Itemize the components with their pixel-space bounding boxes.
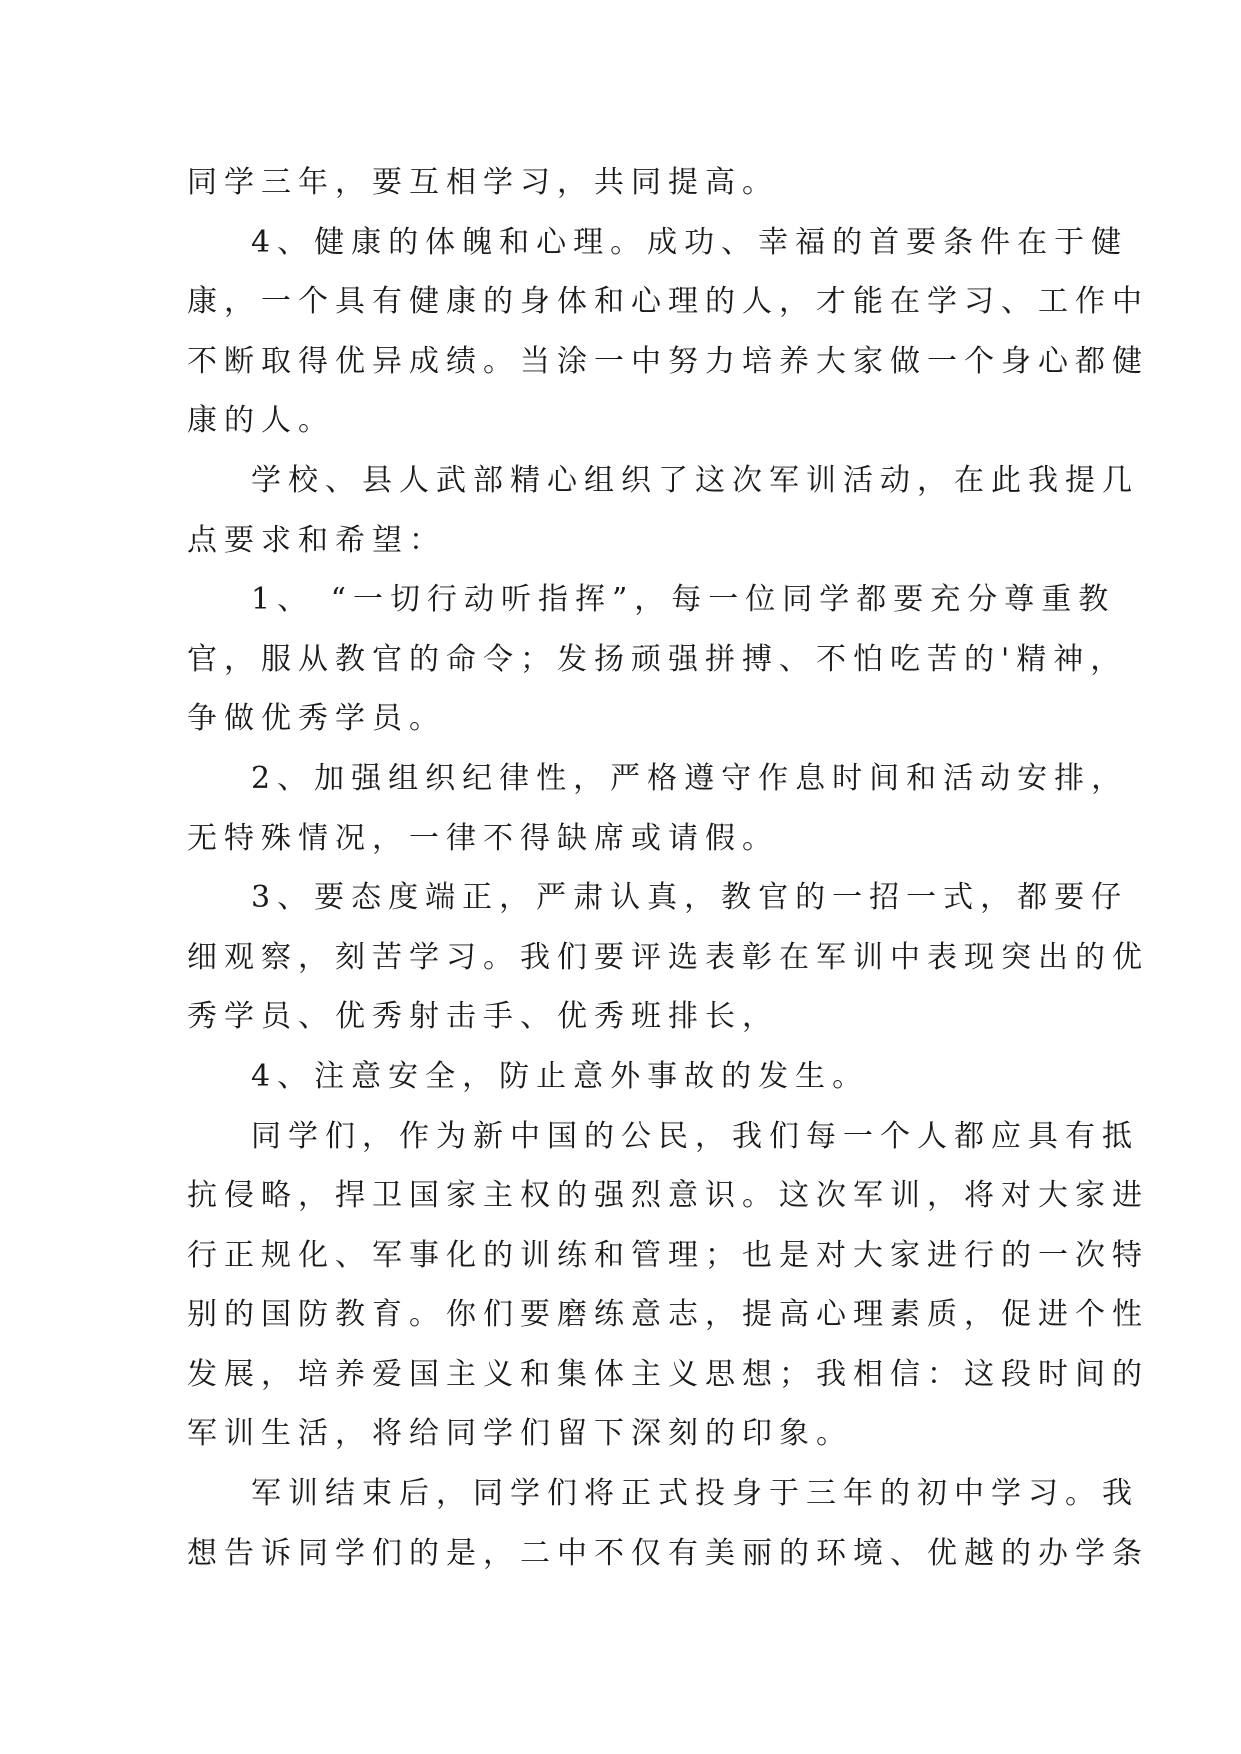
text-line: 官，服从教官的命令；发扬顽强拼搏、不怕吃苦的'精神， [187, 641, 1128, 677]
text-line: 发展，培养爱国主义和集体主义思想；我相信：这段时间的 [187, 1356, 1149, 1392]
text-line: 行正规化、军事化的训练和管理；也是对大家进行的一次特 [187, 1237, 1149, 1273]
text-line: 无特殊情况，一律不得缺席或请假。 [187, 820, 779, 856]
text-line: 别的国防教育。你们要磨练意志，提高心理素质，促进个性 [187, 1297, 1149, 1333]
text-line: 1、 “一切行动听指挥”，每一位同学都要充分尊重教 [251, 582, 1116, 618]
text-line: 军训生活，将给同学们留下深刻的印象。 [187, 1416, 853, 1452]
text-line: 军训结束后，同学们将正式投身于三年的初中学习。我 [251, 1476, 1139, 1512]
text-line: 细观察，刻苦学习。我们要评选表彰在军训中表现突出的优 [187, 939, 1149, 975]
text-line: 同学们，作为新中国的公民，我们每一个人都应具有抵 [251, 1118, 1139, 1154]
text-line: 康的人。 [187, 403, 335, 439]
text-line: 同学三年，要互相学习，共同提高。 [187, 165, 779, 200]
text-line: 点要求和希望： [187, 522, 446, 558]
text-line: 抗侵略，捍卫国家主权的强烈意识。这次军训，将对大家进 [187, 1178, 1149, 1214]
text-line: 康，一个具有健康的身体和心理的人，才能在学习、工作中 [187, 284, 1149, 320]
text-line: 3、要态度端正，严肃认真，教官的一招一式，都要仔 [251, 880, 1129, 916]
text-line: 2、加强组织纪律性，严格遵守作息时间和活动安排， [251, 760, 1129, 796]
text-line: 4、注意安全，防止意外事故的发生。 [251, 1058, 870, 1094]
text-line: 不断取得优异成绩。当涂一中努力培养大家做一个身心都健 [187, 343, 1149, 379]
text-line: 争做优秀学员。 [187, 701, 446, 737]
text-line: 4、健康的体魄和心理。成功、幸福的首要条件在于健 [251, 224, 1129, 260]
body-text [187, 153, 1149, 1583]
text-line: 秀学员、优秀射击手、优秀班排长， [187, 999, 779, 1035]
text-line: 想告诉同学们的是，二中不仅有美丽的环境、优越的办学条 [187, 1535, 1149, 1571]
text-line: 学校、县人武部精心组织了这次军训活动，在此我提几 [251, 462, 1139, 498]
